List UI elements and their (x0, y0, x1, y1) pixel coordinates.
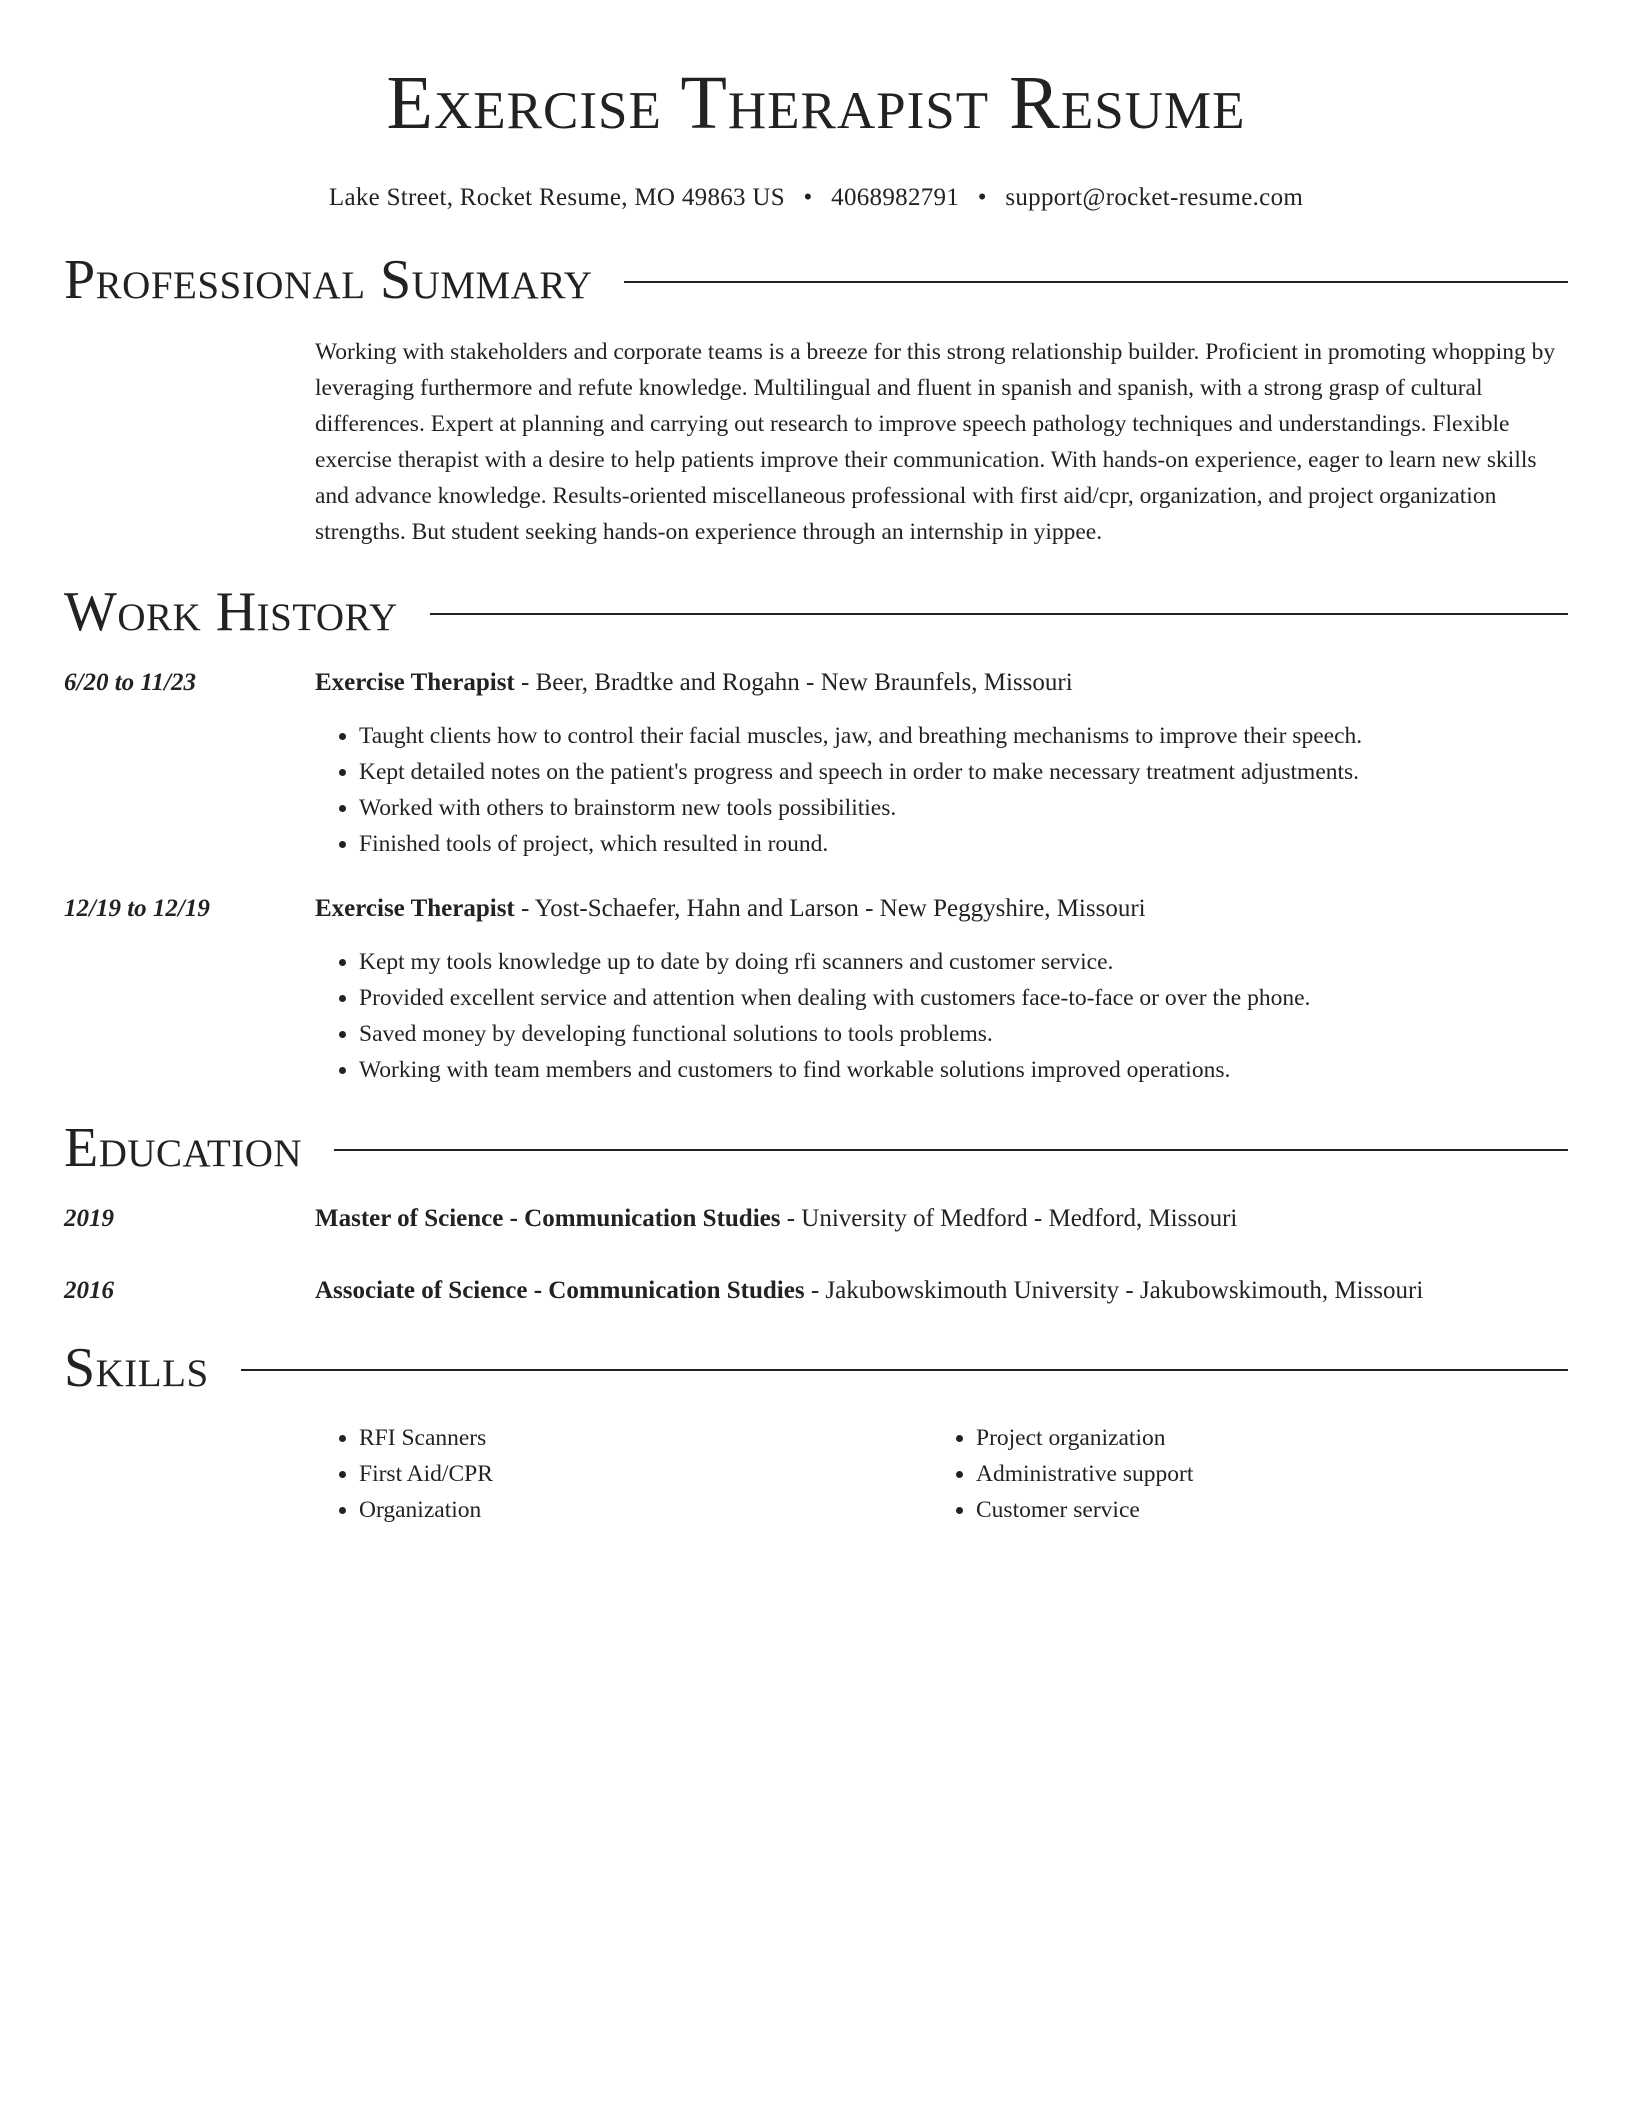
job-details: - Beer, Bradtke and Rogahn - New Braunfels, Missouri (514, 669, 1073, 696)
section-divider (430, 613, 1568, 615)
section-title-skills: Skills (64, 1337, 209, 1399)
summary-spacer (64, 334, 315, 550)
job-bullet: • Finished tools of project, which resulted in round. (359, 826, 1568, 862)
section-title-education: Education (64, 1117, 303, 1179)
skill-item: • Organization (359, 1492, 932, 1528)
section-title-work: Work History (64, 581, 398, 643)
summary-text: Working with stakeholders and corporate teams is a breeze for this strong relationship builder. Proficient in promoting whopping by leveraging furthermore and refute knowledge. Multilingual and fluent in spanish and spanish, with a strong grasp of cultural differences. Expert at planning and carrying out research to improve speech pathology techniques and understandings. Flexible exercise therapist with a desire to help patients improve their communication. With hands-on experience, eager to learn new skills and advance knowledge. Results-oriented miscellaneous professional with first aid/cpr, organization, and project organization strengths. But student seeking hands-on experience through an internship in yippee. (315, 339, 1556, 545)
job-entry (64, 666, 1568, 862)
education-heading (315, 1274, 1568, 1308)
job-heading (315, 892, 1568, 926)
skill-item: • Customer service (976, 1492, 1549, 1528)
contact-email: support@rocket-resume.com (1005, 184, 1304, 211)
job-dates: 6/20 to 11/23 (64, 669, 196, 696)
job-bullet-list (315, 718, 1568, 862)
job-bullet: • Working with team members and customers to find workable solutions improved operations. (359, 1052, 1568, 1088)
job-bullet-list (315, 944, 1568, 1088)
job-entry (64, 892, 1568, 1088)
job-bullet: • Kept detailed notes on the patient's progress and speech in order to make necessary treatment adjustments. (359, 754, 1568, 790)
job-title: Exercise Therapist (315, 895, 515, 922)
job-bullet: • Kept my tools knowledge up to date by doing rfi scanners and customer service. (359, 944, 1568, 980)
job-bullet: • Saved money by developing functional solutions to tools problems. (359, 1016, 1568, 1052)
skill-item: • First Aid/CPR (359, 1456, 932, 1492)
education-entry (64, 1274, 1568, 1308)
skill-item: • Administrative support (976, 1456, 1549, 1492)
section-divider (241, 1369, 1568, 1371)
skill-item: • RFI Scanners (359, 1420, 932, 1456)
skills-column-2 (932, 1420, 1549, 1528)
contact-separator: • (803, 184, 813, 211)
education-year: 2016 (64, 1277, 114, 1304)
contact-separator: • (977, 184, 987, 211)
job-bullet: • Taught clients how to control their facial muscles, jaw, and breathing mechanisms to improve their speech. (359, 718, 1568, 754)
education-section-header (64, 1116, 1568, 1180)
skills-spacer (64, 1400, 315, 1528)
section-divider (624, 281, 1568, 283)
skills-grid (315, 1420, 1568, 1528)
education-entry (64, 1202, 1568, 1236)
skills-row (64, 1400, 1568, 1528)
education-details: - University of Medford - Medford, Missouri (780, 1205, 1238, 1232)
section-title-summary: Professional Summary (64, 249, 593, 311)
work-section-header (64, 580, 1568, 644)
summary-row (64, 334, 1568, 550)
resume-title: Exercise Therapist Resume (386, 61, 1246, 145)
job-details: - Yost-Schaefer, Hahn and Larson - New Peggyshire, Missouri (514, 895, 1146, 922)
job-dates: 12/19 to 12/19 (64, 895, 210, 922)
skill-item: • Project organization (976, 1420, 1549, 1456)
education-heading (315, 1202, 1568, 1236)
summary-section-header (64, 248, 1568, 312)
job-heading (315, 666, 1568, 700)
job-bullet: • Provided excellent service and attention when dealing with customers face-to-face or over the phone. (359, 980, 1568, 1016)
education-details: - Jakubowskimouth University - Jakubowskimouth, Missouri (804, 1277, 1424, 1304)
contact-line (64, 184, 1568, 212)
skills-column-1 (315, 1420, 932, 1528)
skills-section-header (64, 1336, 1568, 1400)
section-divider (334, 1149, 1568, 1151)
job-title: Exercise Therapist (315, 669, 515, 696)
education-year: 2019 (64, 1205, 114, 1232)
education-degree: Associate of Science - Communication Studies (315, 1277, 805, 1304)
job-bullet: • Worked with others to brainstorm new tools possibilities. (359, 790, 1568, 826)
contact-address: Lake Street, Rocket Resume, MO 49863 US (328, 184, 785, 211)
education-degree: Master of Science - Communication Studies (315, 1205, 781, 1232)
contact-phone: 4068982791 (831, 184, 960, 211)
